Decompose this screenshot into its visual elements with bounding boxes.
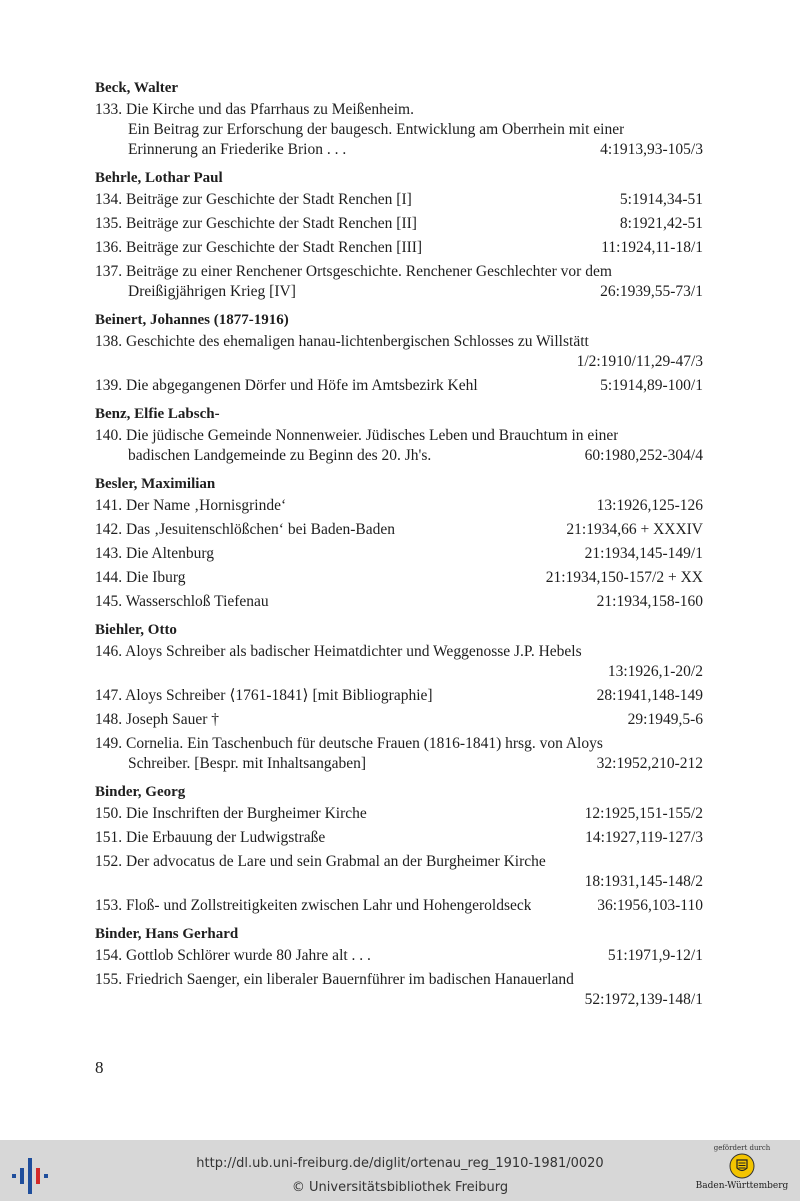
entry-title: Erinnerung an Friederike Brion . . .	[128, 141, 347, 158]
bibliography-entry	[95, 734, 703, 774]
bibliography-entry	[95, 852, 703, 892]
entry-reference: 5:1914,89-100/1	[600, 377, 703, 394]
entry-reference: 52:1972,139-148/1	[584, 991, 703, 1008]
entry-title: 151. Die Erbauung der Ludwigstraße	[95, 829, 326, 846]
entry-reference: 21:1934,66 + XXXIV	[566, 521, 703, 538]
author-heading: Benz, Elfie Labsch-	[95, 406, 220, 422]
entry-title: 147. Aloys Schreiber ⟨1761-1841⟩ [mit Bibliographie]	[95, 687, 433, 704]
entry-reference: 21:1934,145-149/1	[584, 545, 703, 562]
entry-line	[95, 642, 703, 662]
bibliography-entry	[95, 686, 703, 706]
entry-line	[95, 282, 703, 302]
entry-title: 152. Der advocatus de Lare und sein Grabmal an der Burgheimer Kirche	[95, 853, 546, 870]
bibliography-entry	[95, 946, 703, 966]
bibliography-entry	[95, 710, 703, 730]
entry-reference: 12:1925,151-155/2	[584, 805, 703, 822]
entry-title: 137. Beiträge zu einer Renchener Ortsgeschichte. Renchener Geschlechter vor dem	[95, 263, 612, 280]
entry-line	[95, 352, 703, 372]
bibliography-entry	[95, 100, 703, 160]
entry-title: 149. Cornelia. Ein Taschenbuch für deutsche Frauen (1816-1841) hrsg. von Aloys	[95, 735, 603, 752]
funder-note: gefördert durch	[713, 1144, 771, 1152]
entry-reference: 13:1926,1-20/2	[607, 663, 703, 680]
entry-line	[95, 754, 703, 774]
entry-line	[95, 990, 703, 1010]
entry-reference: 4:1913,93-105/3	[600, 141, 703, 158]
viewer-footer	[0, 1140, 800, 1201]
entry-line	[95, 852, 703, 872]
entry-line	[95, 872, 703, 892]
entry-line	[95, 544, 703, 564]
bibliography-entry	[95, 190, 703, 210]
entry-title: 148. Joseph Sauer †	[95, 711, 219, 728]
entry-title: 155. Friedrich Saenger, ein liberaler Bauernführer im badischen Hanauerland	[95, 971, 574, 988]
entry-title: 135. Beiträge zur Geschichte der Stadt Renchen [II]	[95, 215, 417, 232]
entry-reference: 8:1921,42-51	[619, 215, 703, 232]
baden-wuerttemberg-seal-icon	[729, 1153, 755, 1179]
entry-title: 150. Die Inschriften der Burgheimer Kirche	[95, 805, 367, 822]
bibliography-entry	[95, 332, 703, 372]
entry-reference: 28:1941,148-149	[596, 687, 703, 704]
entry-line	[95, 262, 703, 282]
bibliography-entry	[95, 568, 703, 588]
entry-line	[95, 100, 703, 120]
page-number: 8	[95, 1058, 104, 1077]
author-heading: Behrle, Lothar Paul	[95, 170, 223, 186]
entry-line	[95, 238, 703, 258]
entry-line	[95, 970, 703, 990]
entry-reference: 60:1980,252-304/4	[584, 447, 703, 464]
entry-line	[95, 946, 703, 966]
entry-title: 142. Das ‚Jesuitenschlößchen‘ bei Baden-Baden	[95, 521, 396, 538]
entry-line	[95, 332, 703, 352]
entry-line	[95, 568, 703, 588]
bibliography-entry	[95, 496, 703, 516]
entry-line	[95, 520, 703, 540]
bibliography-entry	[95, 426, 703, 466]
author-heading: Binder, Georg	[95, 784, 186, 800]
entry-line	[95, 804, 703, 824]
entry-reference: 26:1939,55-73/1	[600, 283, 703, 300]
bibliography-entry	[95, 544, 703, 564]
bibliography-entry	[95, 214, 703, 234]
entry-line	[95, 734, 703, 754]
entry-reference: 1/2:1910/11,29-47/3	[576, 353, 703, 370]
bibliography-entry	[95, 642, 703, 682]
funder-badge	[692, 1144, 792, 1191]
source-url[interactable]: http://dl.ub.uni-freiburg.de/diglit/ortenau_reg_1910-1981/0020	[196, 1156, 604, 1171]
entry-reference: 21:1934,158-160	[596, 593, 703, 610]
entry-line	[95, 662, 703, 682]
entry-line	[95, 686, 703, 706]
entry-line	[95, 190, 703, 210]
author-heading: Beck, Walter	[95, 80, 179, 96]
entry-title: 136. Beiträge zur Geschichte der Stadt Renchen [III]	[95, 239, 423, 256]
entry-title: Dreißigjährigen Krieg [IV]	[128, 283, 296, 300]
bibliography-entry	[95, 520, 703, 540]
entry-line	[95, 896, 703, 916]
entry-title: 154. Gottlob Schlörer wurde 80 Jahre alt . . .	[95, 947, 371, 964]
bibliography-entry	[95, 262, 703, 302]
entry-line	[95, 214, 703, 234]
entry-reference: 13:1926,125-126	[596, 497, 703, 514]
entry-title: Schreiber. [Bespr. mit Inhaltsangaben]	[128, 755, 367, 772]
entry-title: 145. Wasserschloß Tiefenau	[95, 593, 269, 610]
entry-line	[95, 120, 703, 140]
entry-reference: 14:1927,119-127/3	[585, 829, 703, 846]
bibliography-entry	[95, 804, 703, 824]
entry-line	[95, 426, 703, 446]
entry-title: 141. Der Name ‚Hornisgrinde‘	[95, 497, 287, 514]
entry-reference: 32:1952,210-212	[596, 755, 703, 772]
entry-line	[95, 446, 703, 466]
entry-title: 133. Die Kirche und das Pfarrhaus zu Meißenheim.	[95, 101, 414, 118]
entry-title: 139. Die abgegangenen Dörfer und Höfe im Amtsbezirk Kehl	[95, 377, 478, 394]
entry-line	[95, 376, 703, 396]
entry-title: Ein Beitrag zur Erforschung der baugesch. Entwicklung am Oberrhein mit einer	[128, 121, 625, 138]
entry-reference: 21:1934,150-157/2 + XX	[545, 569, 703, 586]
bibliography-entry	[95, 896, 703, 916]
entry-reference: 5:1914,34-51	[619, 191, 703, 208]
entry-title: 138. Geschichte des ehemaligen hanau-lichtenbergischen Schlosses zu Willstätt	[95, 333, 589, 350]
entry-reference: 11:1924,11-18/1	[601, 239, 703, 256]
funder-name: Baden-Württemberg	[695, 1181, 789, 1191]
entry-line	[95, 592, 703, 612]
copyright-notice: © Universitätsbibliothek Freiburg	[291, 1180, 509, 1195]
bibliography-entry	[95, 238, 703, 258]
entry-line	[95, 496, 703, 516]
entry-title: 143. Die Altenburg	[95, 545, 214, 562]
bibliography-entry	[95, 970, 703, 1010]
author-heading: Besler, Maximilian	[95, 476, 216, 492]
entry-title: badischen Landgemeinde zu Beginn des 20. Jh's.	[128, 447, 432, 464]
bibliography-entry	[95, 376, 703, 396]
entry-line	[95, 140, 703, 160]
entry-title: 134. Beiträge zur Geschichte der Stadt Renchen [I]	[95, 191, 412, 208]
entry-title: 144. Die Iburg	[95, 569, 186, 586]
entry-line	[95, 828, 703, 848]
entry-title: 146. Aloys Schreiber als badischer Heimatdichter und Weggenosse J.P. Hebels	[95, 643, 582, 660]
entry-title: 140. Die jüdische Gemeinde Nonnenweier. Jüdisches Leben und Brauchtum in einer	[95, 427, 619, 444]
author-heading: Binder, Hans Gerhard	[95, 926, 239, 942]
author-heading: Biehler, Otto	[95, 622, 177, 638]
entry-line	[95, 710, 703, 730]
entry-reference: 51:1971,9-12/1	[607, 947, 703, 964]
entry-title: 153. Floß- und Zollstreitigkeiten zwischen Lahr und Hohengeroldseck	[95, 897, 532, 914]
entry-reference: 18:1931,145-148/2	[584, 873, 703, 890]
bibliography-entry	[95, 592, 703, 612]
entry-reference: 29:1949,5-6	[627, 711, 703, 728]
author-heading: Beinert, Johannes (1877-1916)	[95, 312, 289, 328]
entry-reference: 36:1956,103-110	[597, 897, 703, 914]
bibliography-list	[95, 78, 703, 1014]
bibliography-entry	[95, 828, 703, 848]
